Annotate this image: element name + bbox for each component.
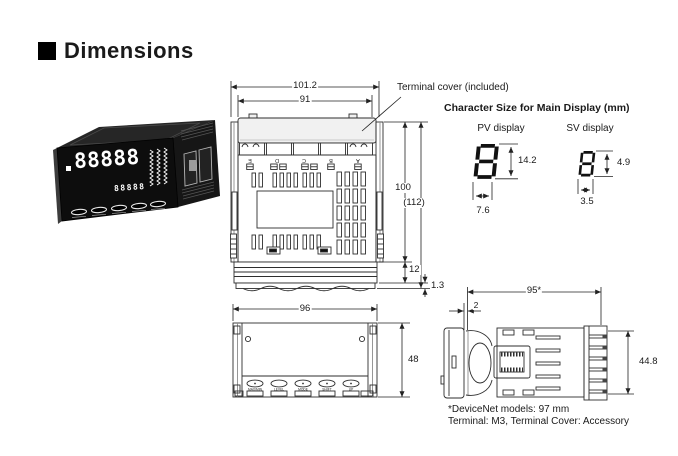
dim-side-height: 44.8 [639, 356, 658, 367]
button-label-level: LEVEL [273, 388, 285, 392]
dim-total-height: (112) [403, 197, 425, 208]
side-view-drawing [441, 326, 607, 400]
dim-front-width: 96 [299, 303, 311, 314]
terminal-block-side [584, 326, 607, 400]
front-view-drawing [233, 323, 377, 397]
dim-panel-width: 91 [299, 94, 311, 105]
dim-front-height: 48 [408, 354, 419, 365]
top-view-drawing [231, 114, 384, 291]
photo-main-display: 88888 [73, 144, 141, 174]
terminal-label-e: E [248, 158, 252, 164]
indicator-square [66, 166, 71, 171]
side-bezel [444, 328, 464, 398]
footnote-terminal: Terminal: M3, Terminal Cover: Accessory [448, 416, 629, 427]
button-label-mode: MODE [298, 388, 308, 392]
mounting-clip [466, 331, 492, 396]
terminal-cover [238, 118, 376, 143]
sv-digit-8 [578, 151, 595, 177]
dim-overall-width: 101.2 [293, 80, 317, 91]
screw-hole [359, 336, 364, 341]
screw-hole [245, 336, 250, 341]
terminal-label-b: B [329, 158, 333, 164]
terminal-label-c: C [302, 158, 306, 164]
dim-flange: 1.3 [431, 280, 445, 291]
dim-body-height: 100 [395, 182, 411, 193]
dim-pv-height: 14.2 [518, 155, 537, 166]
dim-sv-width: 3.5 [580, 196, 594, 207]
dim-bezel-depth: 12 [409, 264, 420, 275]
dim-side-panel-gap: 2 [473, 300, 479, 310]
button-label-up: UP [348, 388, 354, 392]
option-socket [494, 346, 530, 378]
label-plate [257, 191, 333, 228]
terminal-label-a: A [356, 158, 360, 164]
terminal-label-d: D [275, 158, 279, 164]
terminal-cover-note: Terminal cover (included) [397, 82, 509, 93]
char-size-heading: Character Size for Main Display (mm) [444, 102, 630, 114]
front-bezel-edge [234, 262, 377, 291]
section-marker-square [38, 42, 56, 60]
front-panel-buttons [247, 380, 359, 387]
pv-display-label: PV display [477, 123, 525, 134]
pv-digit-8 [473, 144, 499, 179]
section-title [38, 40, 195, 62]
dim-pv-width: 7.6 [476, 205, 490, 216]
terminal-cover-leader [362, 97, 401, 131]
button-label-maxmin: MAX/MIN [248, 388, 262, 392]
photo-sub-display: 88888 [113, 181, 146, 194]
dim-side-depth: 95* [526, 285, 542, 296]
page-title: Dimensions [64, 38, 194, 63]
dim-sv-height: 4.9 [617, 157, 631, 168]
sv-display-label: SV display [566, 123, 614, 134]
terminal-blocks [240, 143, 373, 155]
button-label-shift: SHIFT [322, 388, 332, 392]
footnote-devicenet: *DeviceNet models: 97 mm [448, 404, 570, 415]
